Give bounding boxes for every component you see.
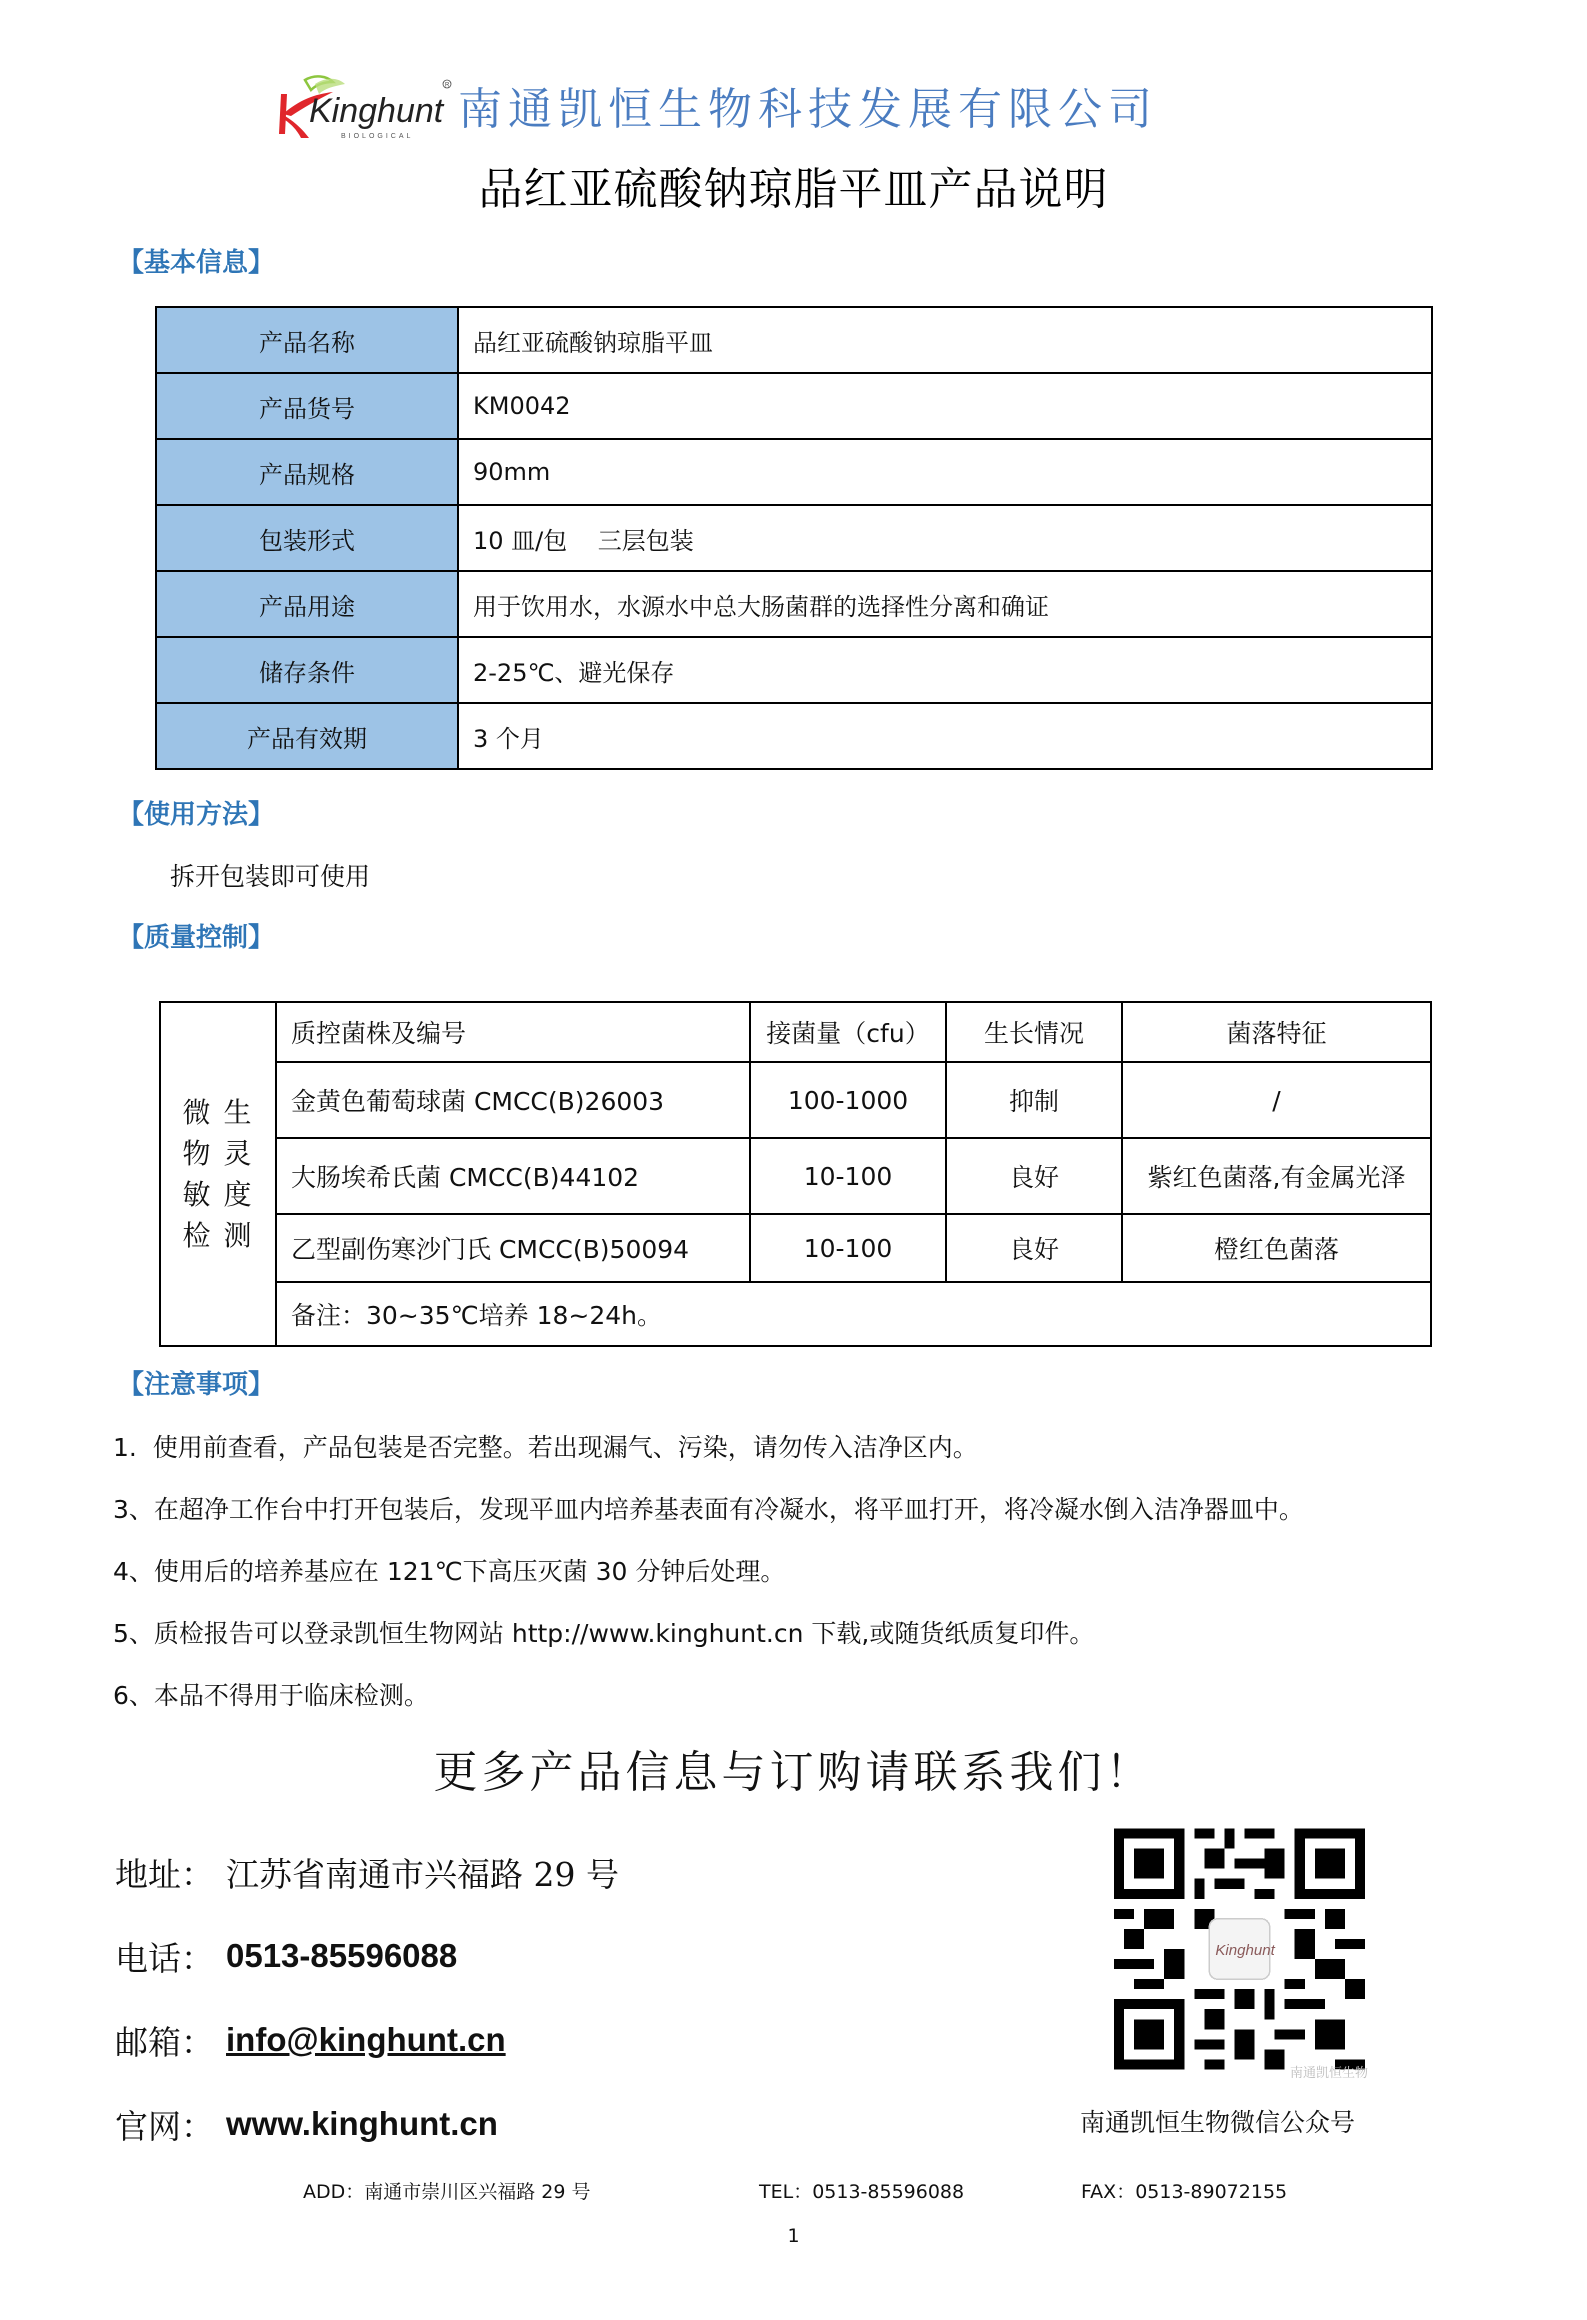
culture-note: 备注：30~35℃培养 18~24h。 bbox=[276, 1282, 1431, 1346]
list-item: 3、在超净工作台中打开包装后，发现平皿内培养基表面有冷凝水，将平皿打开，将冷凝水倒入洁净器皿中。 bbox=[113, 1495, 1304, 1524]
table-row bbox=[160, 1214, 1431, 1282]
strain-cell: 乙型副伤寒沙门氏 CMCC(B)50094 bbox=[276, 1214, 750, 1282]
footer-tel: TEL：0513-85596088 bbox=[759, 2181, 965, 2203]
qr-caption: 南通凯恒生物微信公众号 bbox=[1080, 2108, 1356, 2137]
table-row bbox=[156, 307, 1432, 373]
row-value: 用于饮用水，水源水中总大肠菌群的选择性分离和确证 bbox=[458, 571, 1432, 637]
row-label: 包装形式 bbox=[156, 505, 458, 571]
growth-cell: 抑制 bbox=[946, 1062, 1122, 1138]
table-row bbox=[156, 571, 1432, 637]
row-value: 品红亚硫酸钠琼脂平皿 bbox=[458, 307, 1432, 373]
basic-info-table bbox=[155, 306, 1433, 770]
address-label: 地址： bbox=[115, 1854, 214, 1894]
inoculum-cell: 10-100 bbox=[750, 1138, 946, 1214]
website-link[interactable]: www.kinghunt.cn bbox=[226, 2105, 498, 2142]
contact-heading: 更多产品信息与订购请联系我们！ bbox=[433, 1747, 1154, 1798]
email-link[interactable]: info@kinghunt.cn bbox=[226, 2021, 506, 2058]
row-value: 3 个月 bbox=[458, 703, 1432, 769]
website-label: 官网： bbox=[115, 2106, 214, 2146]
section-heading-basic-info: 【基本信息】 bbox=[118, 248, 275, 278]
email-label: 邮箱： bbox=[115, 2022, 214, 2062]
contact-info bbox=[115, 1830, 619, 2166]
table-row bbox=[160, 1138, 1431, 1214]
row-label: 产品有效期 bbox=[156, 703, 458, 769]
precautions-list bbox=[113, 1430, 1304, 1740]
row-label: 储存条件 bbox=[156, 637, 458, 703]
row-label: 产品用途 bbox=[156, 571, 458, 637]
row-label: 产品名称 bbox=[156, 307, 458, 373]
row-value: 10 皿/包 三层包装 bbox=[458, 505, 1432, 571]
section-heading-quality-control: 【质量控制】 bbox=[118, 923, 275, 953]
phone-label: 电话： bbox=[115, 1938, 214, 1978]
footer-address: ADD：南通市崇川区兴福路 29 号 bbox=[303, 2181, 591, 2203]
quality-control-table bbox=[159, 1001, 1432, 1347]
side-label: 微 生 物 灵 敏 度 检 测 bbox=[160, 1002, 276, 1346]
list-item: 4、使用后的培养基应在 121℃下高压灭菌 30 分钟后处理。 bbox=[113, 1557, 786, 1586]
table-row bbox=[156, 703, 1432, 769]
note-row bbox=[160, 1282, 1431, 1346]
svg-text:R: R bbox=[445, 82, 450, 89]
section-heading-precautions: 【注意事项】 bbox=[118, 1370, 275, 1400]
wechat-qr-code bbox=[1114, 1828, 1365, 2070]
row-value: 2-25℃、避光保存 bbox=[458, 637, 1432, 703]
list-item: 1. 使用前查看，产品包装是否完整。若出现漏气、污染，请勿传入洁净区内。 bbox=[113, 1433, 978, 1462]
table-row bbox=[160, 1062, 1431, 1138]
svg-text:Kinghunt: Kinghunt bbox=[1215, 1942, 1275, 1960]
svg-text:Kinghunt: Kinghunt bbox=[309, 92, 444, 130]
inoculum-cell: 100-1000 bbox=[750, 1062, 946, 1138]
strain-cell: 大肠埃希氏菌 CMCC(B)44102 bbox=[276, 1138, 750, 1214]
column-header: 生长情况 bbox=[946, 1002, 1122, 1062]
document-title: 品红亚硫酸钠琼脂平皿产品说明 bbox=[478, 164, 1109, 215]
logo-icon bbox=[275, 74, 455, 144]
kinghunt-logo bbox=[275, 74, 455, 144]
table-row bbox=[156, 373, 1432, 439]
colony-cell: / bbox=[1122, 1062, 1431, 1138]
page-number: 1 bbox=[787, 2225, 800, 2247]
table-row bbox=[156, 439, 1432, 505]
column-header: 菌落特征 bbox=[1122, 1002, 1431, 1062]
row-value: 90mm bbox=[458, 439, 1432, 505]
growth-cell: 良好 bbox=[946, 1138, 1122, 1214]
website-row bbox=[115, 2082, 619, 2166]
table-row bbox=[156, 637, 1432, 703]
row-label: 产品规格 bbox=[156, 439, 458, 505]
qr-watermark: 南通凯恒生物 bbox=[1290, 2066, 1369, 2081]
growth-cell: 良好 bbox=[946, 1214, 1122, 1282]
email-row bbox=[115, 1998, 619, 2082]
strain-cell: 金黄色葡萄球菌 CMCC(B)26003 bbox=[276, 1062, 750, 1138]
inoculum-cell: 10-100 bbox=[750, 1214, 946, 1282]
list-item: 5、质检报告可以登录凯恒生物网站 http://www.kinghunt.cn 下载,或随货纸质复印件。 bbox=[113, 1619, 1095, 1648]
address-value: 江苏省南通市兴福路 29 号 bbox=[226, 1854, 619, 1894]
section-heading-usage: 【使用方法】 bbox=[118, 800, 275, 830]
company-name: 南通凯恒生物科技发展有限公司 bbox=[458, 84, 1158, 135]
usage-text: 拆开包装即可使用 bbox=[170, 862, 371, 891]
column-header: 质控菌株及编号 bbox=[276, 1002, 750, 1062]
address-row bbox=[115, 1830, 619, 1914]
table-header-row bbox=[160, 1002, 1431, 1062]
list-item: 6、本品不得用于临床检测。 bbox=[113, 1681, 429, 1710]
colony-cell: 紫红色菌落,有金属光泽 bbox=[1122, 1138, 1431, 1214]
row-value: KM0042 bbox=[458, 373, 1432, 439]
row-label: 产品货号 bbox=[156, 373, 458, 439]
phone-value: 0513-85596088 bbox=[226, 1937, 458, 1974]
table-row bbox=[156, 505, 1432, 571]
qr-code-icon bbox=[1114, 1828, 1365, 2070]
svg-text:BIOLOGICAL: BIOLOGICAL bbox=[341, 133, 414, 140]
colony-cell: 橙红色菌落 bbox=[1122, 1214, 1431, 1282]
column-header: 接菌量（cfu） bbox=[750, 1002, 946, 1062]
phone-row bbox=[115, 1914, 619, 1998]
footer-fax: FAX：0513-89072155 bbox=[1081, 2181, 1288, 2203]
